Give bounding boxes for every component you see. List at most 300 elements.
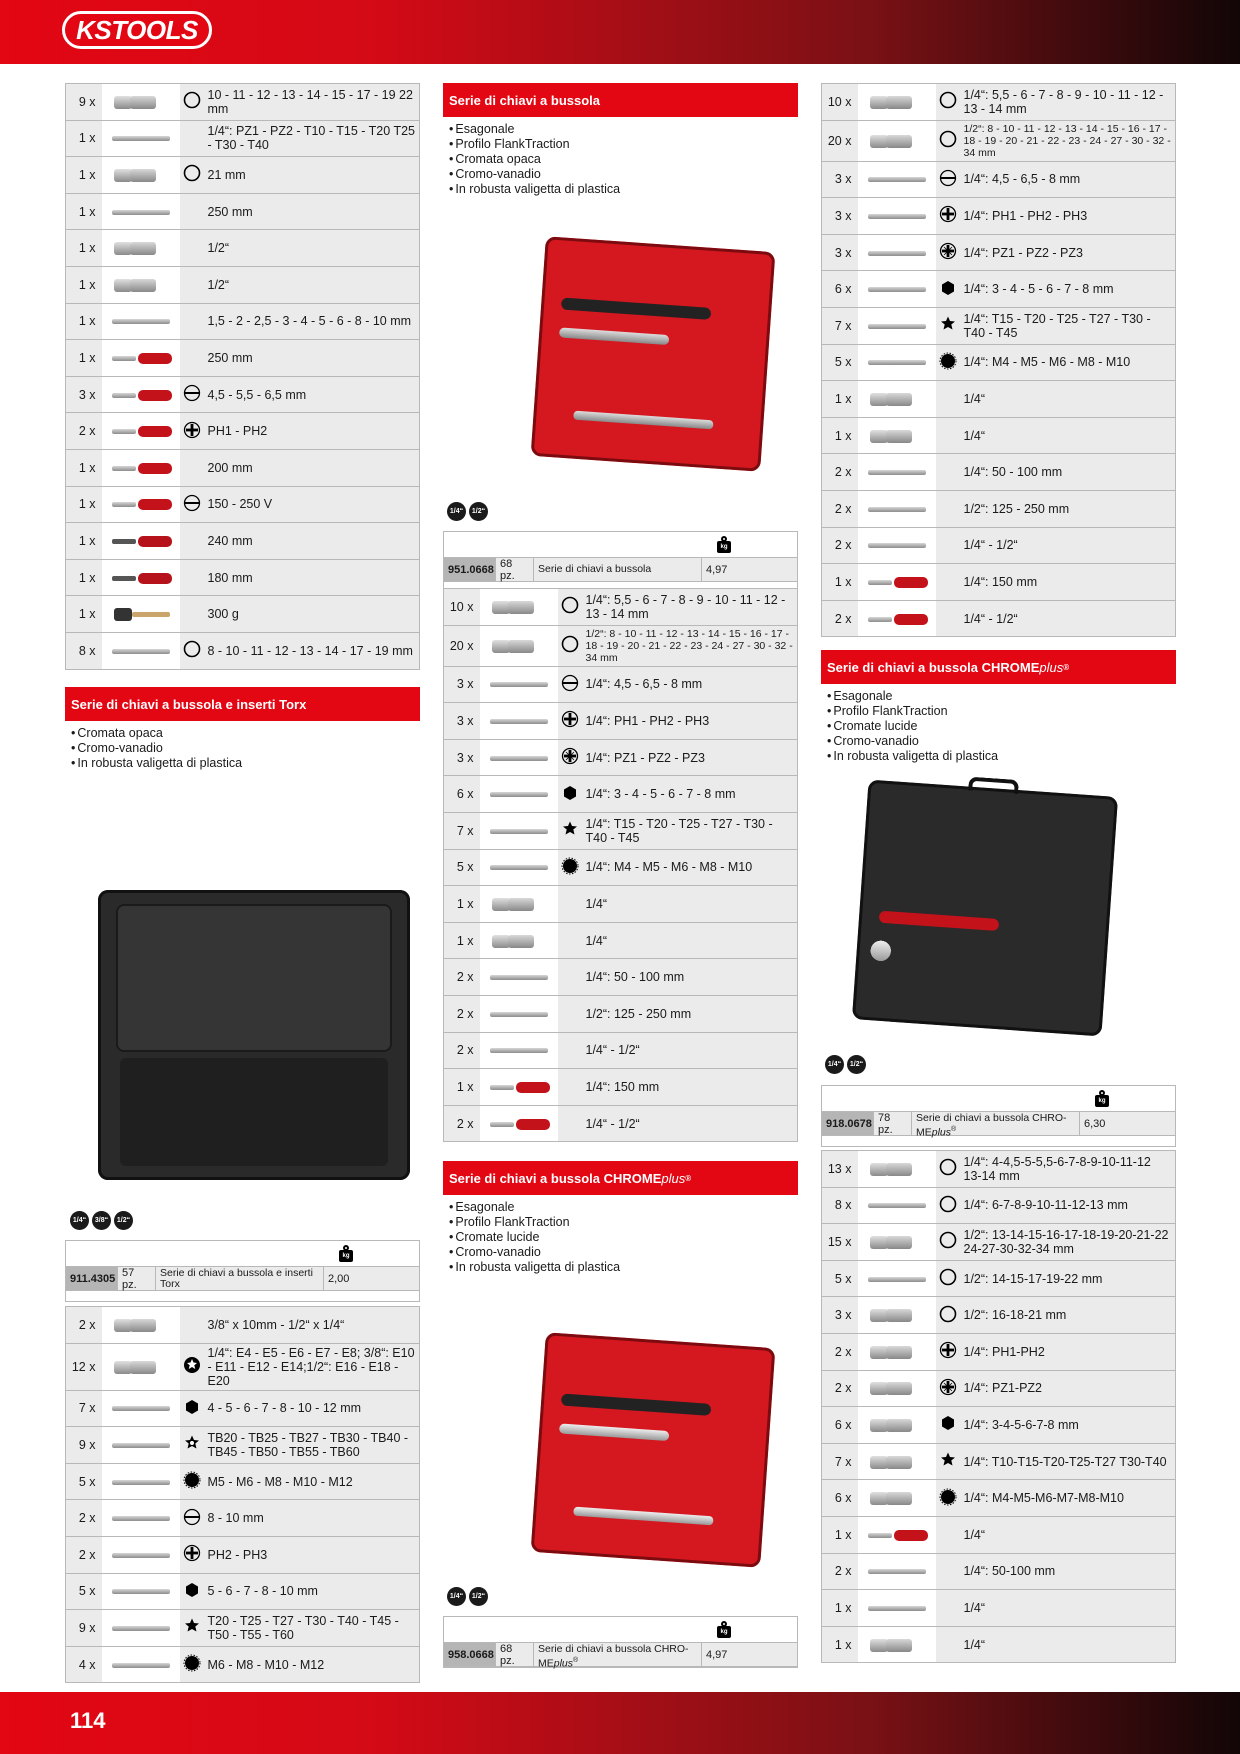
component-size-text: 1/4“ bbox=[582, 922, 798, 959]
feature-item: • Cromate lucide bbox=[827, 719, 1176, 734]
component-size-text: 1/4“: 5,5 - 6 - 7 - 8 - 9 - 10 - 11 - 12 - 13 - 14 mm bbox=[582, 589, 798, 626]
component-size-text: 1/4“ - 1/2“ bbox=[960, 527, 1176, 564]
component-size-text: 1/4“: PH1 - PH2 - PH3 bbox=[582, 703, 798, 740]
phillips-drive-icon bbox=[558, 703, 582, 740]
component-quantity: 13 x bbox=[822, 1151, 858, 1188]
component-image bbox=[480, 666, 558, 703]
component-row bbox=[822, 600, 1176, 637]
feature-item: • In robusta valigetta di plastica bbox=[449, 182, 798, 197]
slot-drive-icon bbox=[936, 161, 960, 198]
slot-drive-icon bbox=[180, 486, 204, 523]
hex-drive-icon bbox=[558, 776, 582, 813]
section-title-chromeplus-78: Serie di chiavi a bussola CHROME plus ® bbox=[821, 650, 1176, 684]
ring-drive-icon bbox=[936, 1297, 960, 1334]
article-weight: 4,97 bbox=[706, 563, 728, 576]
component-row bbox=[66, 1573, 420, 1610]
feature-item: • In robusta valigetta di plastica bbox=[71, 756, 420, 771]
component-size-text: TB20 - TB25 - TB27 - TB30 - TB40 - TB45 - TB50 - TB55 - TB60 bbox=[204, 1427, 420, 1464]
phillips-drive-icon bbox=[936, 198, 960, 235]
component-row bbox=[66, 486, 420, 523]
component-quantity: 1 x bbox=[66, 193, 102, 230]
component-symbol-empty bbox=[936, 454, 960, 491]
component-image bbox=[858, 490, 936, 527]
component-row bbox=[822, 564, 1176, 601]
component-size-text: 1/4“: E4 - E5 - E6 - E7 - E8; 3/8“: E10 - E11 - E12 - E14;1/2“: E16 - E18 - E20 bbox=[204, 1343, 420, 1390]
component-symbol-empty bbox=[180, 230, 204, 267]
component-image bbox=[102, 413, 180, 450]
drive-size-badge: 1/2“ bbox=[469, 1587, 488, 1606]
drive-size-badge: 1/2“ bbox=[114, 1211, 133, 1230]
ring-drive-icon bbox=[936, 84, 960, 121]
component-size-text: 1/4“: 50-100 mm bbox=[960, 1553, 1176, 1590]
component-image bbox=[102, 1343, 180, 1390]
ring-drive-icon bbox=[936, 120, 960, 161]
component-row bbox=[444, 589, 798, 626]
component-image bbox=[102, 1536, 180, 1573]
component-row bbox=[66, 596, 420, 633]
component-image bbox=[102, 303, 180, 340]
drive-size-badge: 1/2“ bbox=[847, 1055, 866, 1074]
component-symbol-empty bbox=[180, 449, 204, 486]
component-size-text: 1/4“ bbox=[960, 1626, 1176, 1663]
drive-sizes-chromeplus-78 bbox=[825, 1055, 866, 1074]
component-quantity: 6 x bbox=[822, 1480, 858, 1517]
component-symbol-empty bbox=[180, 596, 204, 633]
component-row bbox=[822, 527, 1176, 564]
component-size-text: 200 mm bbox=[204, 449, 420, 486]
component-image bbox=[480, 1105, 558, 1142]
component-row bbox=[822, 1151, 1176, 1188]
component-symbol-empty bbox=[936, 1553, 960, 1590]
component-image bbox=[102, 230, 180, 267]
component-image bbox=[480, 589, 558, 626]
ring-drive-icon bbox=[936, 1187, 960, 1224]
feature-item: • Cromata opaca bbox=[71, 726, 420, 741]
component-row bbox=[822, 490, 1176, 527]
component-quantity: 1 x bbox=[822, 1626, 858, 1663]
component-symbol-empty bbox=[936, 600, 960, 637]
article-row bbox=[66, 1267, 419, 1291]
component-row bbox=[66, 1646, 420, 1683]
component-row bbox=[444, 849, 798, 886]
page-footer bbox=[0, 1692, 1240, 1754]
component-image bbox=[858, 84, 936, 121]
tamper-drive-icon bbox=[180, 1427, 204, 1464]
component-size-text: 1/2“: 16-18-21 mm bbox=[960, 1297, 1176, 1334]
component-quantity: 1 x bbox=[66, 559, 102, 596]
component-size-text: 1/4“: 3 - 4 - 5 - 6 - 7 - 8 mm bbox=[582, 776, 798, 813]
component-image bbox=[858, 120, 936, 161]
component-row bbox=[444, 703, 798, 740]
component-size-text: 1/4“: 50 - 100 mm bbox=[960, 454, 1176, 491]
component-size-text: 1/2“: 125 - 250 mm bbox=[960, 490, 1176, 527]
spline-drive-icon bbox=[936, 344, 960, 381]
component-image bbox=[858, 1626, 936, 1663]
component-row bbox=[66, 413, 420, 450]
component-symbol-empty bbox=[558, 886, 582, 923]
article-row bbox=[822, 1111, 1175, 1139]
component-quantity: 7 x bbox=[444, 812, 480, 849]
component-size-text: 4,5 - 5,5 - 6,5 mm bbox=[204, 376, 420, 413]
component-image bbox=[858, 564, 936, 601]
column-1 bbox=[65, 83, 420, 670]
component-symbol-empty bbox=[936, 1516, 960, 1553]
component-row bbox=[444, 922, 798, 959]
ring-drive-icon bbox=[558, 625, 582, 666]
article-header-row bbox=[444, 1617, 797, 1643]
component-image bbox=[858, 307, 936, 344]
component-image bbox=[102, 632, 180, 669]
component-quantity: 20 x bbox=[822, 120, 858, 161]
component-image bbox=[480, 703, 558, 740]
article-header-row bbox=[822, 1086, 1175, 1112]
component-quantity: 3 x bbox=[822, 1297, 858, 1334]
component-image bbox=[480, 739, 558, 776]
component-size-text: 1/2“ bbox=[204, 230, 420, 267]
component-image bbox=[858, 1297, 936, 1334]
drive-size-badge: 1/2“ bbox=[469, 502, 488, 521]
component-quantity: 2 x bbox=[444, 1105, 480, 1142]
component-image bbox=[858, 344, 936, 381]
components-table-middle bbox=[443, 588, 798, 1142]
drive-sizes-socket-set bbox=[447, 502, 488, 521]
component-row bbox=[822, 1443, 1176, 1480]
component-quantity: 1 x bbox=[66, 120, 102, 157]
component-size-text: 1/4“: 4,5 - 6,5 - 8 mm bbox=[582, 666, 798, 703]
component-symbol-empty bbox=[180, 1307, 204, 1344]
component-image bbox=[480, 1069, 558, 1106]
article-header-row bbox=[444, 532, 797, 558]
component-size-text: M6 - M8 - M10 - M12 bbox=[204, 1646, 420, 1683]
component-quantity: 3 x bbox=[66, 376, 102, 413]
component-image bbox=[480, 922, 558, 959]
feature-item: • Esagonale bbox=[827, 689, 1176, 704]
component-row bbox=[66, 303, 420, 340]
component-quantity: 2 x bbox=[822, 600, 858, 637]
component-size-text: 5 - 6 - 7 - 8 - 10 mm bbox=[204, 1573, 420, 1610]
feature-item: • Profilo FlankTraction bbox=[449, 1215, 798, 1230]
feature-item: • In robusta valigetta di plastica bbox=[827, 749, 1176, 764]
component-row bbox=[66, 1307, 420, 1344]
component-row bbox=[822, 1333, 1176, 1370]
component-quantity: 2 x bbox=[822, 1370, 858, 1407]
component-quantity: 1 x bbox=[66, 303, 102, 340]
component-quantity: 5 x bbox=[66, 1463, 102, 1500]
component-quantity: 2 x bbox=[822, 454, 858, 491]
article-pieces: 57 pz. bbox=[118, 1267, 156, 1290]
component-image bbox=[858, 1260, 936, 1297]
component-quantity: 1 x bbox=[66, 340, 102, 377]
product-photo-chromeplus-78 bbox=[852, 780, 1118, 1037]
component-size-text: 1/4“: T15 - T20 - T25 - T27 - T30 - T40 - T45 bbox=[960, 307, 1176, 344]
component-quantity: 1 x bbox=[444, 922, 480, 959]
component-image bbox=[102, 1307, 180, 1344]
feature-list-torx-set bbox=[65, 726, 420, 771]
article-weight: 6,30 bbox=[1084, 1117, 1106, 1130]
component-size-text: M5 - M6 - M8 - M10 - M12 bbox=[204, 1463, 420, 1500]
kstools-logo: KSTOOLS bbox=[62, 11, 212, 49]
article-weight: 4,97 bbox=[706, 1648, 728, 1661]
article-description: Serie di chiavi a bussola CHRO-MEplus® bbox=[534, 1643, 702, 1666]
component-symbol-empty bbox=[936, 1590, 960, 1627]
article-description: Serie di chiavi a bussola e inserti Torx bbox=[156, 1267, 324, 1290]
component-image bbox=[858, 1333, 936, 1370]
feature-item: • Esagonale bbox=[449, 122, 798, 137]
feature-item: • Cromo-vanadio bbox=[827, 734, 1176, 749]
spline-drive-icon bbox=[180, 1463, 204, 1500]
component-size-text: 180 mm bbox=[204, 559, 420, 596]
component-quantity: 1 x bbox=[66, 157, 102, 194]
component-quantity: 1 x bbox=[822, 1590, 858, 1627]
component-image bbox=[858, 1187, 936, 1224]
component-image bbox=[858, 234, 936, 271]
component-row bbox=[822, 1260, 1176, 1297]
feature-list-chromeplus-68 bbox=[443, 1200, 798, 1275]
article-pieces: 68 pz. bbox=[496, 558, 534, 581]
feature-item: • In robusta valigetta di plastica bbox=[449, 1260, 798, 1275]
pozi-drive-icon bbox=[936, 1370, 960, 1407]
component-size-text: 1/4“ bbox=[960, 1516, 1176, 1553]
component-quantity: 6 x bbox=[822, 1407, 858, 1444]
page-header bbox=[0, 0, 1240, 64]
component-row bbox=[822, 454, 1176, 491]
component-quantity: 1 x bbox=[822, 1516, 858, 1553]
drive-sizes-torx-set bbox=[70, 1211, 133, 1230]
component-row bbox=[822, 417, 1176, 454]
component-size-text: 1,5 - 2 - 2,5 - 3 - 4 - 5 - 6 - 8 - 10 mm bbox=[204, 303, 420, 340]
component-quantity: 5 x bbox=[444, 849, 480, 886]
component-quantity: 3 x bbox=[444, 666, 480, 703]
component-row bbox=[822, 1187, 1176, 1224]
component-image bbox=[102, 559, 180, 596]
component-size-text: 1/4“: 150 mm bbox=[582, 1069, 798, 1106]
component-symbol-empty bbox=[558, 1105, 582, 1142]
kg-weight-icon: kg bbox=[716, 536, 732, 554]
component-image bbox=[102, 193, 180, 230]
component-symbol-empty bbox=[180, 193, 204, 230]
component-size-text: 1/4“: M4 - M5 - M6 - M8 - M10 bbox=[960, 344, 1176, 381]
component-image bbox=[858, 271, 936, 308]
spline-drive-icon bbox=[558, 849, 582, 886]
component-row bbox=[444, 776, 798, 813]
component-size-text: 1/4“: T10-T15-T20-T25-T27 T30-T40 bbox=[960, 1443, 1176, 1480]
section-title-chromeplus-68: Serie di chiavi a bussola CHROME plus ® bbox=[443, 1161, 798, 1195]
component-row bbox=[822, 1370, 1176, 1407]
component-row bbox=[66, 1343, 420, 1390]
component-symbol-empty bbox=[558, 995, 582, 1032]
component-image bbox=[102, 596, 180, 633]
components-table-bottom-left bbox=[65, 1306, 420, 1683]
component-size-text: 1/4“ - 1/2“ bbox=[582, 1032, 798, 1069]
component-quantity: 1 x bbox=[822, 564, 858, 601]
component-size-text: 1/4“: PH1-PH2 bbox=[960, 1333, 1176, 1370]
component-quantity: 2 x bbox=[66, 1500, 102, 1537]
component-size-text: PH1 - PH2 bbox=[204, 413, 420, 450]
component-image bbox=[480, 959, 558, 996]
component-size-text: 1/2“ bbox=[204, 266, 420, 303]
article-code: 951.0668 bbox=[444, 558, 496, 581]
components-table-top-right bbox=[821, 83, 1176, 637]
component-size-text: 1/4“ - 1/2“ bbox=[960, 600, 1176, 637]
component-size-text: 1/4“: PZ1 - PZ2 - T10 - T15 - T20 T25 - T30 - T40 bbox=[204, 120, 420, 157]
component-row bbox=[66, 559, 420, 596]
component-size-text: 1/4“ bbox=[960, 381, 1176, 418]
hex-drive-icon bbox=[936, 1407, 960, 1444]
component-symbol-empty bbox=[936, 564, 960, 601]
component-symbol-empty bbox=[180, 559, 204, 596]
component-quantity: 9 x bbox=[66, 84, 102, 121]
component-quantity: 1 x bbox=[444, 886, 480, 923]
component-size-text: 4 - 5 - 6 - 7 - 8 - 10 - 12 mm bbox=[204, 1390, 420, 1427]
component-image bbox=[858, 600, 936, 637]
component-row bbox=[66, 632, 420, 669]
component-row bbox=[66, 120, 420, 157]
component-quantity: 3 x bbox=[822, 161, 858, 198]
component-row bbox=[66, 340, 420, 377]
component-quantity: 8 x bbox=[66, 632, 102, 669]
component-image bbox=[858, 1480, 936, 1517]
components-table-top-left bbox=[65, 83, 420, 670]
component-image bbox=[858, 1407, 936, 1444]
component-quantity: 6 x bbox=[444, 776, 480, 813]
component-row bbox=[822, 271, 1176, 308]
ring-drive-icon bbox=[180, 157, 204, 194]
component-image bbox=[102, 1463, 180, 1500]
product-photo-torx-set bbox=[98, 890, 410, 1180]
component-quantity: 6 x bbox=[822, 271, 858, 308]
component-image bbox=[102, 340, 180, 377]
hex-drive-icon bbox=[936, 271, 960, 308]
component-row bbox=[822, 344, 1176, 381]
feature-item: • Cromo-vanadio bbox=[449, 167, 798, 182]
component-quantity: 1 x bbox=[66, 486, 102, 523]
article-code: 911.4305 bbox=[66, 1267, 118, 1290]
article-row bbox=[444, 558, 797, 582]
drive-size-badge: 3/8“ bbox=[92, 1211, 111, 1230]
spline-drive-icon bbox=[180, 1646, 204, 1683]
component-row bbox=[822, 234, 1176, 271]
product-photo-socket-set bbox=[531, 236, 776, 472]
feature-item: • Cromo-vanadio bbox=[449, 1245, 798, 1260]
component-quantity: 20 x bbox=[444, 625, 480, 666]
ring-drive-icon bbox=[558, 589, 582, 626]
component-size-text: 1/4“: PZ1-PZ2 bbox=[960, 1370, 1176, 1407]
component-row bbox=[444, 995, 798, 1032]
component-quantity: 3 x bbox=[822, 198, 858, 235]
component-size-text: 1/4“: 50 - 100 mm bbox=[582, 959, 798, 996]
column-3 bbox=[821, 83, 1176, 637]
product-photo-chromeplus-68 bbox=[531, 1332, 776, 1568]
component-quantity: 2 x bbox=[822, 490, 858, 527]
component-row bbox=[444, 1069, 798, 1106]
page-number: 114 bbox=[70, 1708, 106, 1733]
component-quantity: 4 x bbox=[66, 1646, 102, 1683]
component-image bbox=[102, 84, 180, 121]
component-row bbox=[822, 1590, 1176, 1627]
component-symbol-empty bbox=[936, 381, 960, 418]
component-image bbox=[102, 376, 180, 413]
component-image bbox=[480, 1032, 558, 1069]
article-code: 918.0678 bbox=[822, 1112, 874, 1135]
hex-drive-icon bbox=[180, 1390, 204, 1427]
component-row bbox=[822, 1297, 1176, 1334]
component-size-text: 1/4“ bbox=[582, 886, 798, 923]
ring-drive-icon bbox=[180, 632, 204, 669]
component-row bbox=[822, 1224, 1176, 1261]
component-row bbox=[66, 193, 420, 230]
component-quantity: 3 x bbox=[444, 703, 480, 740]
component-row bbox=[66, 449, 420, 486]
component-image bbox=[102, 1646, 180, 1683]
component-row bbox=[822, 1480, 1176, 1517]
component-row bbox=[822, 198, 1176, 235]
component-size-text: 10 - 11 - 12 - 13 - 14 - 15 - 17 - 19 22 mm bbox=[204, 84, 420, 121]
component-quantity: 10 x bbox=[444, 589, 480, 626]
drive-size-badge: 1/4“ bbox=[825, 1055, 844, 1074]
component-quantity: 15 x bbox=[822, 1224, 858, 1261]
component-quantity: 2 x bbox=[444, 959, 480, 996]
component-image bbox=[480, 995, 558, 1032]
torx-ext-drive-icon bbox=[180, 1343, 204, 1390]
component-image bbox=[858, 161, 936, 198]
article-header-row bbox=[66, 1241, 419, 1267]
feature-item: • Profilo FlankTraction bbox=[827, 704, 1176, 719]
component-row bbox=[444, 959, 798, 996]
component-row bbox=[66, 1536, 420, 1573]
component-image bbox=[858, 198, 936, 235]
feature-item: • Cromata opaca bbox=[449, 152, 798, 167]
torx-drive-icon bbox=[180, 1610, 204, 1647]
component-row bbox=[822, 381, 1176, 418]
component-image bbox=[858, 1516, 936, 1553]
component-size-text: 3/8“ x 10mm - 1/2“ x 1/4“ bbox=[204, 1307, 420, 1344]
component-quantity: 1 x bbox=[822, 381, 858, 418]
component-row bbox=[66, 266, 420, 303]
component-quantity: 3 x bbox=[822, 234, 858, 271]
component-row bbox=[66, 84, 420, 121]
component-size-text: 1/2“: 13-14-15-16-17-18-19-20-21-22 24-27-30-32-34 mm bbox=[960, 1224, 1176, 1261]
component-size-text: 1/4“ - 1/2“ bbox=[582, 1105, 798, 1142]
component-image bbox=[102, 1427, 180, 1464]
component-quantity: 10 x bbox=[822, 84, 858, 121]
component-size-text: 8 - 10 - 11 - 12 - 13 - 14 - 17 - 19 mm bbox=[204, 632, 420, 669]
component-size-text: 240 mm bbox=[204, 523, 420, 560]
component-size-text: 150 - 250 V bbox=[204, 486, 420, 523]
component-quantity: 2 x bbox=[822, 527, 858, 564]
component-size-text: 1/4“: 3-4-5-6-7-8 mm bbox=[960, 1407, 1176, 1444]
component-size-text: 250 mm bbox=[204, 340, 420, 377]
component-image bbox=[102, 157, 180, 194]
component-row bbox=[822, 84, 1176, 121]
kg-weight-icon: kg bbox=[1094, 1090, 1110, 1108]
component-symbol-empty bbox=[180, 303, 204, 340]
component-quantity: 7 x bbox=[822, 1443, 858, 1480]
phillips-drive-icon bbox=[936, 1333, 960, 1370]
component-image bbox=[858, 1370, 936, 1407]
pozi-drive-icon bbox=[936, 234, 960, 271]
component-image bbox=[858, 1590, 936, 1627]
component-quantity: 2 x bbox=[444, 1032, 480, 1069]
component-quantity: 2 x bbox=[822, 1333, 858, 1370]
component-image bbox=[102, 1390, 180, 1427]
component-row bbox=[66, 1427, 420, 1464]
drive-sizes-chromeplus-68 bbox=[447, 1587, 488, 1606]
article-weight: 2,00 bbox=[328, 1272, 350, 1285]
component-symbol-empty bbox=[180, 523, 204, 560]
component-symbol-empty bbox=[180, 266, 204, 303]
component-image bbox=[102, 1500, 180, 1537]
ring-drive-icon bbox=[936, 1224, 960, 1261]
